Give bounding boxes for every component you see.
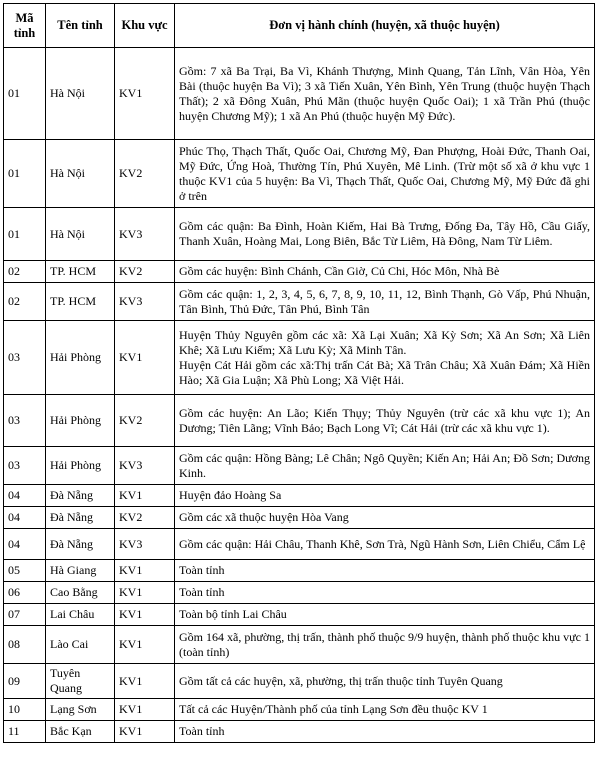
cell-province-code: 02 [4, 283, 46, 321]
admin-units-paragraph: Gồm các quận: Hải Châu, Thanh Khê, Sơn Trà, Ngũ Hành Sơn, Liên Chiểu, Cẩm Lệ [179, 536, 586, 551]
cell-admin-units [175, 283, 595, 321]
cell-admin-units [175, 261, 595, 283]
cell-province-code: 10 [4, 699, 46, 721]
cell-province-code: 11 [4, 721, 46, 743]
admin-units-paragraph: Toàn tỉnh [179, 563, 225, 577]
cell-province-code: 02 [4, 261, 46, 283]
admin-units-paragraph: Gồm: 7 xã Ba Trại, Ba Vì, Khánh Thượng, Minh Quang, Tản Lĩnh, Vân Hòa, Yên Bài (thuộc huyện Ba Vì); 3 xã Tiến Xuân, Yên Bình, Yên Trung (thuộc huyện Thạch Thất); 2 xã Đông Xuân, Phú Mãn (thuộc huyện Quốc Oai); 1 xã Trần Phú (thuộc huyện Chương Mỹ); 1 xã An Phú (thuộc huyện Mỹ Đức). [179, 63, 590, 123]
cell-zone: KV2 [115, 140, 175, 208]
admin-units-paragraph: Gồm các quận: Ba Đình, Hoàn Kiếm, Hai Bà Trưng, Đống Đa, Tây Hồ, Cầu Giấy, Thanh Xuân, Hoàng Mai, Long Biên, Bắc Từ Liêm, Hà Đông, Nam Từ Liêm. [179, 219, 590, 248]
cell-province-code: 09 [4, 664, 46, 699]
cell-zone: KV3 [115, 529, 175, 560]
cell-admin-units [175, 321, 595, 395]
cell-admin-units [175, 529, 595, 560]
cell-zone: KV1 [115, 560, 175, 582]
cell-province-name: Hà Giang [46, 560, 115, 582]
cell-province-code: 01 [4, 48, 46, 140]
table-row [4, 140, 595, 208]
cell-province-name: TP. HCM [46, 261, 115, 283]
table-row [4, 321, 595, 395]
admin-units-paragraph: Huyện đảo Hoàng Sa [179, 488, 282, 502]
cell-zone: KV1 [115, 626, 175, 664]
table-row [4, 48, 595, 140]
cell-province-code: 07 [4, 604, 46, 626]
cell-admin-units [175, 208, 595, 261]
header-admin-units: Đơn vị hành chính (huyện, xã thuộc huyện) [175, 4, 595, 48]
cell-admin-units [175, 582, 595, 604]
cell-province-code: 04 [4, 529, 46, 560]
admin-units-paragraph: Gồm các quận: 1, 2, 3, 4, 5, 6, 7, 8, 9, 10, 11, 12, Bình Thạnh, Gò Vấp, Phú Nhuận, Tân Bình, Thủ Đức, Tân Phú, Bình Tân [179, 286, 590, 316]
table-row [4, 529, 595, 560]
cell-admin-units [175, 626, 595, 664]
cell-province-name: Hà Nội [46, 48, 115, 140]
cell-admin-units [175, 395, 595, 447]
cell-admin-units [175, 699, 595, 721]
admin-units-paragraph: Toàn bộ tỉnh Lai Châu [179, 607, 287, 621]
cell-admin-units [175, 664, 595, 699]
cell-province-code: 03 [4, 321, 46, 395]
admin-units-paragraph: Gồm các xã thuộc huyện Hòa Vang [179, 510, 349, 524]
table-row [4, 699, 595, 721]
cell-province-name: Hải Phòng [46, 447, 115, 485]
cell-admin-units [175, 560, 595, 582]
admin-units-paragraph: Gồm các huyện: Bình Chánh, Cần Giờ, Củ Chi, Hóc Môn, Nhà Bè [179, 264, 500, 278]
cell-zone: KV1 [115, 721, 175, 743]
header-province-name: Tên tỉnh [46, 4, 115, 48]
cell-zone: KV1 [115, 699, 175, 721]
admin-units-table [3, 3, 595, 743]
cell-province-name: Đà Nẵng [46, 507, 115, 529]
admin-units-paragraph: Gồm tất cả các huyện, xã, phường, thị trấn thuộc tỉnh Tuyên Quang [179, 673, 503, 688]
admin-units-paragraph: Toàn tỉnh [179, 585, 225, 599]
cell-province-name: TP. HCM [46, 283, 115, 321]
table-body [4, 48, 595, 743]
cell-province-code: 06 [4, 582, 46, 604]
cell-admin-units [175, 721, 595, 743]
table-row [4, 283, 595, 321]
cell-province-name: Lào Cai [46, 626, 115, 664]
cell-zone: KV1 [115, 582, 175, 604]
cell-province-code: 04 [4, 507, 46, 529]
table-row [4, 721, 595, 743]
cell-zone: KV1 [115, 48, 175, 140]
cell-province-code: 01 [4, 208, 46, 261]
admin-units-paragraph: Tất cả các Huyện/Thành phố của tỉnh Lạng Sơn đều thuộc KV 1 [179, 702, 488, 716]
admin-units-paragraph: Phúc Thọ, Thạch Thất, Quốc Oai, Chương Mỹ, Đan Phượng, Hoài Đức, Thanh Oai, Mỹ Đức, Ứng Hoà, Thường Tín, Phú Xuyên, Mê Linh. (Trừ một số xã ở khu vực 1 thuộc KV1 của 5 huyện: Ba Vì, Thạch Thất, Quốc Oai, Chương Mỹ, Mỹ Đức đã ghi ở trên [179, 143, 590, 203]
header-row [4, 4, 595, 48]
cell-admin-units [175, 604, 595, 626]
cell-zone: KV2 [115, 261, 175, 283]
table-row [4, 664, 595, 699]
cell-zone: KV3 [115, 208, 175, 261]
cell-province-name: Hà Nội [46, 208, 115, 261]
admin-units-paragraph: Huyện Cát Hải gồm các xã:Thị trấn Cát Bà; Xã Trân Châu; Xã Xuân Đám; Xã Hiền Hào; Xã Gia Luận; Xã Phù Long; Xã Việt Hải. [179, 357, 590, 387]
table-row [4, 560, 595, 582]
cell-zone: KV1 [115, 664, 175, 699]
cell-province-name: Cao Bằng [46, 582, 115, 604]
table-row [4, 208, 595, 261]
admin-units-paragraph: Gồm 164 xã, phường, thị trấn, thành phố thuộc 9/9 huyện, thành phố thuộc khu vực 1 (toàn tỉnh) [179, 629, 590, 659]
cell-province-name: Bắc Kạn [46, 721, 115, 743]
cell-province-name: Lai Châu [46, 604, 115, 626]
table-header [4, 4, 595, 48]
header-zone: Khu vực [115, 4, 175, 48]
header-province-code: Mã tỉnh [4, 4, 46, 48]
cell-province-name: Hải Phòng [46, 395, 115, 447]
cell-admin-units [175, 507, 595, 529]
cell-province-name: Đà Nẵng [46, 485, 115, 507]
cell-province-name: Tuyên Quang [46, 664, 115, 699]
cell-zone: KV2 [115, 507, 175, 529]
cell-province-code: 03 [4, 447, 46, 485]
cell-province-code: 04 [4, 485, 46, 507]
admin-units-paragraph: Gồm các huyện: An Lão; Kiến Thụy; Thủy Nguyên (trừ các xã khu vực 1); An Dương; Tiên Lãng; Vĩnh Bảo; Bạch Long Vĩ; Cát Hải (trừ các xã khu vực 1). [179, 405, 590, 435]
admin-units-paragraph: Toàn tỉnh [179, 724, 225, 738]
table-row [4, 261, 595, 283]
cell-admin-units [175, 447, 595, 485]
cell-province-code: 01 [4, 140, 46, 208]
cell-province-name: Hà Nội [46, 140, 115, 208]
cell-province-code: 03 [4, 395, 46, 447]
cell-province-name: Lạng Sơn [46, 699, 115, 721]
admin-units-paragraph: Huyện Thủy Nguyên gồm các xã: Xã Lại Xuân; Xã Kỳ Sơn; Xã An Sơn; Xã Liên Khê; Xã Lưu Kiếm; Xã Lưu Kỳ; Xã Minh Tân. [179, 327, 590, 357]
table-row [4, 395, 595, 447]
admin-units-paragraph: Gồm các quận: Hồng Bàng; Lê Chân; Ngô Quyền; Kiến An; Hải An; Đồ Sơn; Dương Kinh. [179, 450, 590, 480]
cell-zone: KV3 [115, 283, 175, 321]
table-row [4, 485, 595, 507]
cell-province-name: Hải Phòng [46, 321, 115, 395]
table-row [4, 507, 595, 529]
table-row [4, 447, 595, 485]
cell-admin-units [175, 48, 595, 140]
table-row [4, 604, 595, 626]
cell-zone: KV2 [115, 395, 175, 447]
cell-province-code: 08 [4, 626, 46, 664]
cell-zone: KV3 [115, 447, 175, 485]
cell-zone: KV1 [115, 321, 175, 395]
cell-province-name: Đà Nẵng [46, 529, 115, 560]
cell-admin-units [175, 485, 595, 507]
cell-province-code: 05 [4, 560, 46, 582]
cell-zone: KV1 [115, 604, 175, 626]
cell-admin-units [175, 140, 595, 208]
table-row [4, 582, 595, 604]
cell-zone: KV1 [115, 485, 175, 507]
table-row [4, 626, 595, 664]
